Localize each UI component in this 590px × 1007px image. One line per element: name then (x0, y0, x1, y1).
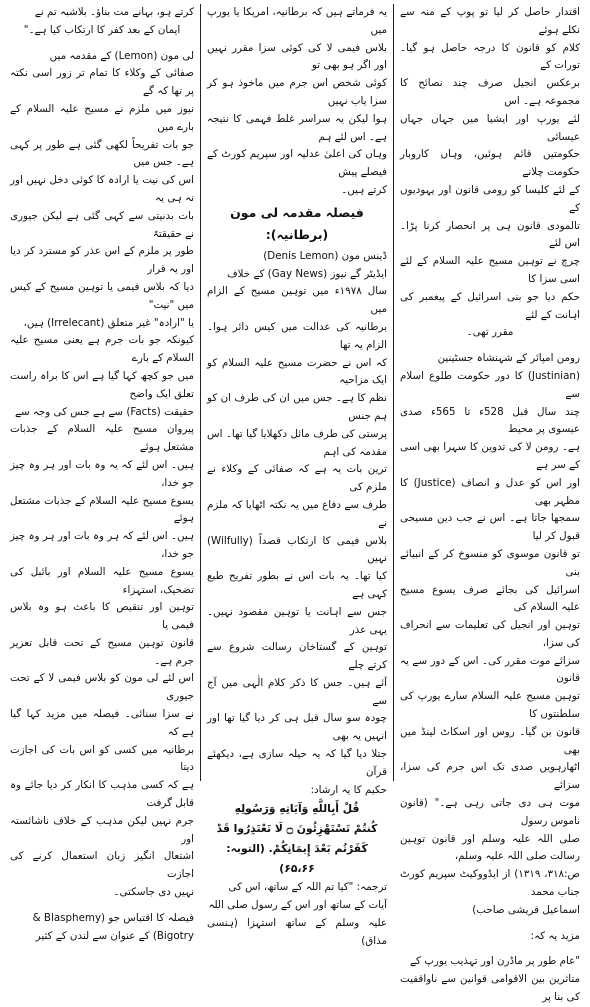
right-paragraph-line: سمجھا جاتا ہے۔ اس نے جب دین مسیحی قبول کر لیا (400, 512, 580, 543)
right-paragraph-line: (Justinian) کا دور حکومت طلوع اسلام سے (400, 369, 580, 400)
right-paragraph-line: مزید یہ کہ: (530, 929, 580, 942)
left-paragraph-line: یسوع مسیح علیہ السلام کے جذبات مشتعل ہوئے (10, 494, 194, 525)
right-paragraph-line: صلی اللہ علیہ وسلم اور قانون توہین رسالت صلی اللہ علیہ وسلم، (400, 832, 580, 863)
right-paragraph-line: ص:۳۱۸، ۱۳۱۹) از ایڈووکیٹ سپریم کورٹ جناب محمد (400, 868, 580, 899)
right-paragraph-line: موت ہی دی جاتی رہی ہے۔" (قانون ناموس رسول (400, 797, 580, 827)
left-paragraph-line: توہین اور تنقیص کا باعث ہو وہ بلاس فیمی یا (10, 601, 194, 632)
middle-body-line: سال ۱۹۷۸ء میں توہین مسیح کے الزام میں (207, 285, 388, 316)
middle-body-line: چودہ سو سال قبل ہی کر دیا گیا تھا اور انہیں یہ بھی (207, 712, 387, 743)
right-paragraph-line: چند سال قبل 528ء تا 565ء صدی عیسوی پر محیط (400, 405, 580, 436)
left-closing-line: فیصلہ کا اقتباس جو (Blasphemy & (32, 911, 194, 924)
left-paragraph-line: طور پر ملزم کے اس عذر کو مسترد کر دیا اور یہ قرار (10, 245, 194, 276)
right-paragraph-line: تو قانون موسوی کو منسوخ کر کے انبیائے بنی (400, 547, 580, 578)
left-paragraph-line: نیوز میں ملزم نے مسیح علیہ السلام کے بارے میں (10, 102, 194, 133)
right-paragraph-line: ہے۔ رومن لا کی تدوین کا سہرا بھی اسی کے سر ہے (400, 441, 580, 471)
middle-intro-line: ہوا لیکن یہ سراسر غلط فہمی کا نتیجہ ہے۔ اس لئے ہم (207, 112, 387, 143)
right-paragraph-line: رومن امپائر کے شہنشاہ جسٹینین (437, 352, 580, 365)
left-paragraph-line: ہیں۔ اس لئے کہ ہر وہ بات اور ہر وہ چیز جو خدا، (10, 530, 194, 560)
left-paragraph-line: نہیں دی جاسکتی۔ (113, 886, 194, 899)
left-paragraph-line: یا "ارادہ" غیر متعلق (Irrelecant) ہیں، (23, 316, 194, 329)
right-paragraph-line: چرچ نے توہین مسیح علیہ السلام کے لئے اسی سزا کا (400, 255, 580, 285)
paragraph-spacer (400, 342, 580, 350)
right-paragraph-line: کے لئے کلیسا کو رومی قانون اور یہودیوں کے (400, 183, 580, 214)
middle-body-line: جتلا دیا گیا کہ یہ حیلہ سازی ہے، دیکھئے قرآن (207, 748, 387, 778)
section-heading: فیصلہ مقدمہ لی مون (برطانیہ): (230, 204, 364, 242)
left-paragraph-line: میں جو کچھ کہا گیا ہے اس کا براہ راست تعلق ایک واضح (10, 369, 194, 400)
right-paragraph-line: تالمودی قانون ہی پر انحصار کرنا پڑا۔ اس لئے (400, 219, 580, 250)
right-paragraph-line: سزائے موت مقرر کی۔ اس کے دور سے یہ قانون (400, 654, 580, 685)
middle-body-line: پرستی کی طرف مائل دکھلایا گیا تھا۔ اس مقدمہ کی اہم (207, 427, 387, 458)
left-paragraph-line: یسوع مسیح علیہ السلام اور بائبل کی تضحیک، استہزاء (10, 565, 194, 596)
right-paragraph-line: "عام طور پر ماڈرن اور تہذیب یورپ کے (410, 955, 580, 968)
left-intro-line: ایمان کے بعد کفر کا ارتکاب کیا ہے۔" (23, 23, 181, 36)
middle-body-line: آئے ہیں۔ جس کا ذکر کلام الٰہی میں آج سے (207, 676, 387, 707)
left-paragraph-line: اس کی نیت یا ارادہ کا کوئی دخل نہیں اور نہ ہی یہ (10, 174, 194, 204)
column-left (4, 4, 200, 942)
left-paragraph-line: جو بات تفریحاً لکھی گئی ہے طور پر کہی ہے۔ جس میں (10, 138, 194, 169)
middle-body-line: توہین کے گستاخان رسالت شروع سے کرتے چلے (207, 641, 387, 672)
paragraph-spacer (400, 920, 580, 928)
left-paragraph-line: دیا کہ بلاس فیمی یا توہین مسیح کے کیس میں "نیت" (10, 280, 194, 311)
middle-body-line: بلاس فیمی کا ارتکاب قصداً (Wilfully) نہیں (207, 534, 387, 565)
quran-verse-line: كُنتُمْ تَسْتَهْزِئُونَ ۝ لَا تَعْتَذِرُوا قَدْ (216, 822, 378, 836)
left-paragraph-line: حقیقت (Facts) سے ہے جس کی وجہ سے (14, 405, 194, 418)
right-paragraph-line: کلام کو قانون کا درجہ حاصل ہو گیا۔ تورات کے (400, 41, 580, 72)
left-paragraph-line: صفائی کے وکلاء کا تمام تر زور اسی نکتہ پر تھا کہ گے (10, 67, 194, 98)
quran-verse-line: قُلْ أَبِاللَّهِ وَآيَاتِهِ وَرَسُولِهِ (234, 802, 360, 816)
translation-line: علیہ وسلم کے ساتھ استہزا (ہنسی مذاق) (207, 917, 387, 947)
left-paragraph-line: برطانیہ میں کسی کو اس بات کی اجازت دیتا (10, 743, 194, 774)
right-paragraph-line: برعکس انجیل صرف چند نصائح کا مجموعہ ہے۔ اس (400, 77, 580, 107)
right-paragraph-line: حکومتیں قائم ہوئیں، وہاں کاروبار حکومت چلانے (400, 148, 580, 179)
left-paragraph-line: بات بدنیتی سے کہی گئی ہے لیکن جیوری نے حقیقتہً (10, 209, 194, 240)
right-paragraph-line: توہین اور انجیل کی تعلیمات سے انحراف کی سزا، (400, 619, 580, 649)
left-paragraph-line: کیونکہ جو بات جرم ہے یعنی مسیح علیہ السلام کے بارے (10, 334, 194, 365)
left-paragraph-line: اشتعال انگیز زبان استعمال کرنے کی اجازت (10, 850, 194, 881)
middle-intro-line: وہاں کی اعلیٰ عدلیہ اور سپریم کورٹ کے فیصلے پیش (207, 148, 387, 179)
right-paragraph-line: لئے یورپ اور ایشیا میں جہاں جہاں عیسائی (400, 112, 580, 143)
middle-body-line: کیا تھا۔ یہ بات اس نے بطور تفریح طبع کہی ہے (207, 570, 387, 600)
right-paragraph-line: قانون بن گیا۔ روس اور اسکاٹ لینڈ میں بھی (400, 725, 580, 756)
left-paragraph-line: اس لئے لی مون کو بلاس فیمی لا کے تحت جیوری (10, 672, 194, 703)
middle-body-line: جس سے اہانت یا توہین مقصود نہیں۔ یہی عذر (207, 605, 387, 636)
right-paragraph-line: مقرر تھی۔ (466, 326, 514, 339)
translation-line: ترجمہ: "کیا تم اللہ کے ساتھ، اس کی (228, 881, 387, 894)
middle-body-line: حکیم کا یہ ارشاد: (310, 783, 387, 796)
left-paragraph-line: نے سزا سنائی۔ فیصلہ میں مزید کہا گیا ہے کہ (10, 708, 194, 738)
middle-intro-line: بلاس فیمی لا کی کوئی سزا مقرر نہیں اور اگر ہو بھی تو (207, 41, 387, 72)
middle-body-line: ترین بات یہ ہے کہ صفائی کے وکلاء نے ملزم کی (207, 463, 387, 494)
middle-intro-line: یہ فرماتے ہیں کہ برطانیہ، امریکا یا یورپ میں (207, 6, 387, 36)
paragraph-spacer (400, 945, 580, 953)
translation-line: آیات کے ساتھ اور اس کے رسول صلی اللہ (208, 899, 387, 912)
right-paragraph-line: حکم دیا جو بنی اسرائیل کے پیغمبر کی اہانت کے لئے (400, 290, 580, 321)
middle-intro-line: کرتے ہیں۔ (341, 183, 387, 196)
column-middle (200, 4, 394, 947)
right-paragraph-line: اسماعیل قریشی صاحب) (472, 903, 580, 916)
quran-verse-line: كَفَرْتُم بَعْدَ إِيمَانِكُمْ. (التوبہ: ۶۵،۶۶) (226, 842, 368, 876)
left-paragraph-line: جرم نہیں لیکن مذہب کے خلاف ناشائستہ اور (10, 814, 194, 845)
left-paragraph-line: ہیں۔ اس لئے کہ یہ وہ بات اور ہر وہ چیز جو خدا، (10, 458, 194, 489)
left-paragraph-line: قانون توہین مسیح کے تحت قابل تعزیر جرم ہے۔ (10, 636, 194, 667)
left-paragraph-line: ہے کہ کسی مذہب کا انکار کر دیا جائے وہ قابل گرفت (10, 779, 194, 810)
middle-body-line: برطانیہ کی عدالت میں کیس دائر ہوا۔ الزام یہ تھا (207, 320, 387, 351)
right-paragraph-line: اٹھارہویں صدی تک اس جرم کی سزا، سزائے (400, 761, 580, 792)
right-paragraph-line: اسرائیل کی بجائے صرف یسوع مسیح علیہ السلام کی (400, 583, 580, 614)
middle-body-line: ایڈیٹر گے نیوز (Gay News) کے خلاف (227, 267, 387, 280)
paragraph-spacer (10, 40, 194, 48)
right-paragraph-line: اور اس کو عدل و انصاف (Justice) کا مظہر بھی (400, 476, 580, 507)
middle-body-line: کہ اس نے حضرت مسیح علیہ السلام کو ایک مزاحیہ (207, 356, 387, 387)
left-closing-line: Bigotry) کے عنوان سے لندن کے کثیر (35, 929, 194, 942)
middle-body-line: طرف سے دفاع میں یہ نکتہ اٹھایا کہ ملزم نے (207, 498, 387, 529)
paragraph-spacer (10, 902, 194, 910)
middle-body-line: ڈینس مون (Denis Lemon) (263, 249, 387, 262)
right-paragraph-line: اقتدار حاصل کر لیا تو پوپ کے منہ سے نکلے ہوئے (400, 6, 580, 36)
left-intro-line: کرتے ہو، بہانے مت بناؤ۔ بلاشبہ تم نے (34, 6, 194, 18)
middle-body-line: نظم کا ہے۔ جس میں ان کی طرف ان کو ہم جنس (207, 392, 387, 422)
right-paragraph-line: متاثرین بین الاقوامی قوانین سے ناواقفیت کی بنا پر (400, 973, 580, 1004)
right-paragraph-line: توہین مسیح علیہ السلام سارے یورپ کی سلطنتوں کا (400, 690, 580, 721)
left-paragraph-line: لی مون (Lemon) کے مقدمہ میں (49, 49, 194, 62)
middle-intro-line: کوئی شخص اس جرم میں ماخوذ ہو کر سزا یاب نہیں (207, 77, 387, 107)
left-paragraph-line: پیروان مسیح علیہ السلام کے جذبات مشتعل ہوئے (10, 423, 194, 454)
column-right (394, 4, 586, 1004)
